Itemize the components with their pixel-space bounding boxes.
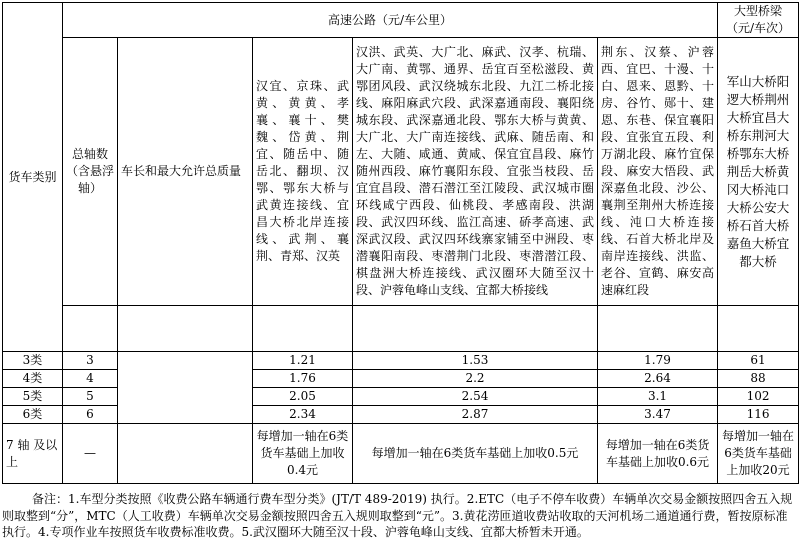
bridge-list: 军山大桥阳逻大桥荆州大桥宜昌大桥东荆河大桥鄂东大桥荆岳大桥黄冈大桥沌口大桥公安大桥石首大桥嘉鱼大桥宜都大桥 (718, 38, 799, 306)
blank-cell (118, 424, 253, 484)
blank-cell (718, 306, 799, 352)
row-axles: 5 (63, 388, 118, 406)
rate-group-2: 1.53 (353, 352, 598, 370)
row-axles: 4 (63, 370, 118, 388)
blank-cell (63, 306, 118, 352)
rate-bridge: 116 (718, 406, 799, 424)
row-axles: 3 (63, 352, 118, 370)
rate-group-1: 1.21 (253, 352, 353, 370)
table-row (3, 424, 799, 484)
table-row (3, 352, 799, 370)
routes-group-1: 汉宜、京珠、武黄、黄黄、孝襄、襄十、樊魏、岱黄、荆宜、随岳中、随岳北、翻坝、汉鄂、鄂东大桥与武黄连接线、宜昌大桥北岸连接线、武荆、襄荆、青郑、汉英 (253, 38, 353, 306)
header-highway: 高速公路（元/车公里） (63, 3, 718, 38)
rate-bridge: 61 (718, 352, 799, 370)
row-axles: 6 (63, 406, 118, 424)
blank-cell (253, 306, 353, 352)
rate-group-2: 2.54 (353, 388, 598, 406)
rate-bridge: 102 (718, 388, 799, 406)
rate-group-2: 2.2 (353, 370, 598, 388)
blank-cell (353, 306, 598, 352)
extra-rate-bridge: 每增加一轴在6类货车基础上加收20元 (718, 424, 799, 484)
header-length-weight: 车长和最大允许总质量 (118, 38, 253, 306)
row-axles: — (63, 424, 118, 484)
blank-cell (598, 306, 718, 352)
rate-group-2: 2.87 (353, 406, 598, 424)
toll-rate-table (2, 2, 799, 484)
extra-rate-group-3: 每增加一轴在6类货车基础上加收0.6元 (598, 424, 718, 484)
row-class: 7 轴 及以上 (3, 424, 63, 484)
rate-group-1: 2.05 (253, 388, 353, 406)
extra-rate-group-1: 每增加一轴在6类货车基础上加收0.4元 (253, 424, 353, 484)
extra-rate-group-2: 每增加一轴在6类货车基础上加收0.5元 (353, 424, 598, 484)
blank-cell (118, 306, 253, 352)
routes-group-2: 汉洪、武英、大广北、麻武、汉孝、杭瑞、大广南、黄鄂、通界、岳宜百至松滋段、黄鄂团风段、武汉绕城东北段、九江二桥北接线、麻阳麻武穴段、武深嘉通南段、襄阳绕城东段、武深嘉通北段、鄂东大桥与黄黄、大广北、大广南连接线、武麻、随岳南、和左、大随、咸通、黄咸、保宜宜昌段、麻竹随州西段、麻竹襄阳东段、宜张当枝段、岳宜宜昌段、潜石潜江至江陵段、武汉城市圈环线咸宁西段、仙桃段、孝感南段、洪湖段、武汉四环线、监江高速、硚孝高速、武深武汉段、武汉四环线寨家铺至中洲段、枣潜襄阳南段、枣潜荆门北段、枣潜潜江段、棋盘洲大桥连接线、武汉圈环大随至汉十段、沪蓉龟峰山支线、宜都大桥接线 (353, 38, 598, 306)
rate-group-3: 1.79 (598, 352, 718, 370)
blank-cell (118, 352, 253, 424)
rate-group-1: 1.76 (253, 370, 353, 388)
rate-bridge: 88 (718, 370, 799, 388)
rate-group-3: 3.47 (598, 406, 718, 424)
row-class: 3类 (3, 352, 63, 370)
routes-group-3: 荆东、汉蔡、沪蓉西、宜巴、十漫、十白、恩来、恩黔、十房、谷竹、郧十、建恩、东巷、保宜襄阳段、宜张宜五段、利万湖北段、麻竹宜保段、麻安大悟段、武深嘉鱼北段、沙公、襄荆至荆州大桥连接线、沌口大桥连接线、石首大桥北岸及南岸连接线、洪监、老谷、宣鹤、麻安高速麻红段 (598, 38, 718, 306)
row-class: 5类 (3, 388, 63, 406)
rate-group-3: 2.64 (598, 370, 718, 388)
row-class: 6类 (3, 406, 63, 424)
row-class: 4类 (3, 370, 63, 388)
footnotes: 备注：1.车型分类按照《收费公路车辆通行费车型分类》(JT/T 489-2019) 执行。2.ETC（电子不停车收费）车辆单次交易金额按照四舍五入规则取整到“分”，MTC（人工收费）车辆单次交易金额按照四舍五入规则取整到“元”。3.黄花涝匝道收费站收取的天河机场二通道通行费，暂按原标准执行。4.专项作业车按照货车收费标准收费。5.武汉圈环大随至汉十段、沪蓉龟峰山支线、宜都大桥暂未开通。 (2, 492, 793, 539)
rate-group-1: 2.34 (253, 406, 353, 424)
header-vehicle-class: 货车类别 (3, 3, 63, 352)
rate-group-3: 3.1 (598, 388, 718, 406)
header-axles: 总轴数（含悬浮轴） (63, 38, 118, 306)
header-bridge: 大型桥梁（元/车次） (718, 3, 799, 38)
